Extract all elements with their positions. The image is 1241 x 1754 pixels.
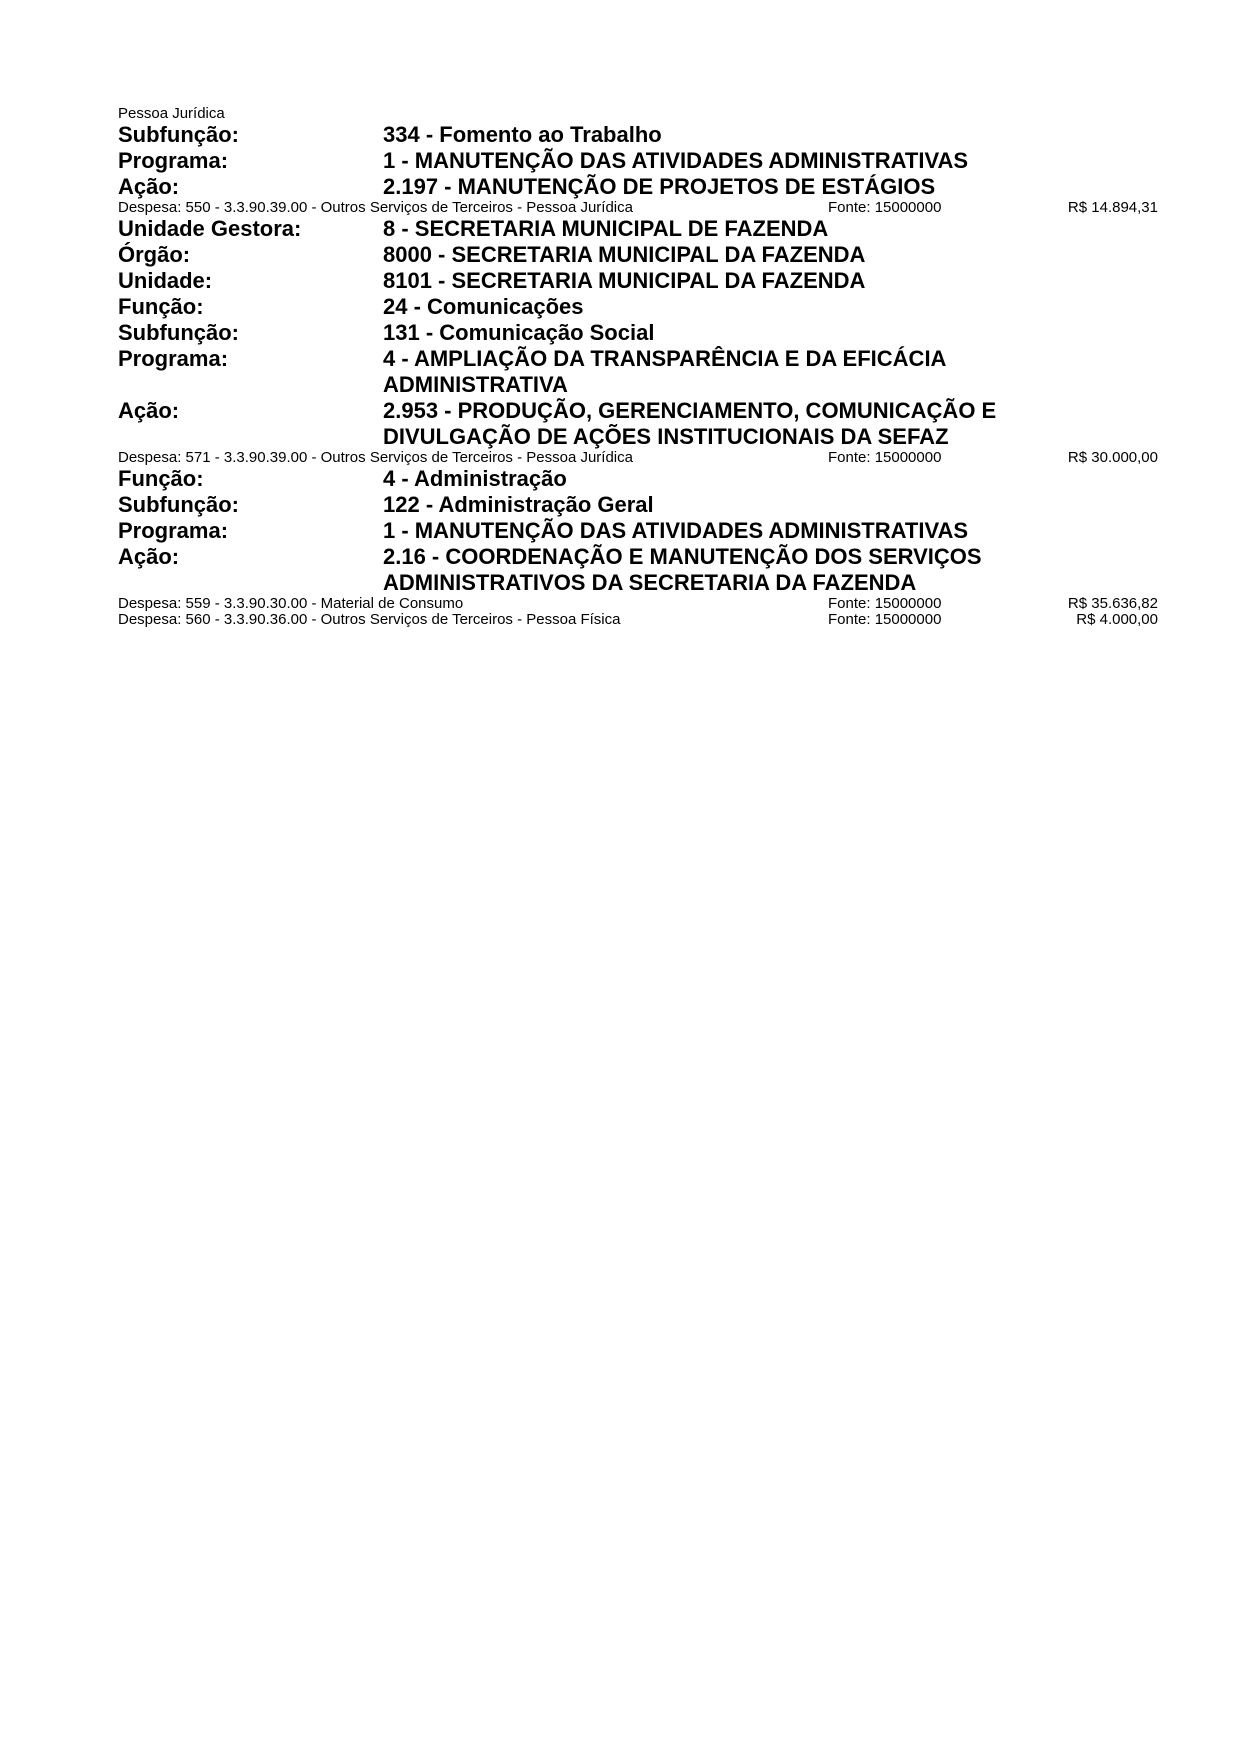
subfuncao-label: Subfunção: [118,320,239,345]
despesa-row [118,450,1158,466]
acao-label: Ação: [118,398,180,423]
funcao-value: 24 - Comunicações [383,294,584,319]
acao-value: 2.16 - COORDENAÇÃO E MANUTENÇÃO DOS SERVIÇOS ADMINISTRATIVOS DA SECRETARIA DA FAZENDA [383,544,982,595]
subfuncao-label: Subfunção: [118,492,239,517]
despesa-valor: R$ 30.000,00 [1067,449,1158,466]
programa-value: 1 - MANUTENÇÃO DAS ATIVIDADES ADMINISTRATIVAS [383,148,969,173]
funcao-row [118,466,1158,492]
subfuncao-row [118,492,1158,518]
despesa-description: Despesa: 559 - 3.3.90.30.00 - Material de Consumo [118,595,464,612]
programa-row [118,518,1158,544]
despesa-fonte: Fonte: 15000000 [828,611,942,628]
orgao-value: 8000 - SECRETARIA MUNICIPAL DA FAZENDA [383,242,866,267]
programa-label: Programa: [118,148,229,173]
unidade-gestora-value: 8 - SECRETARIA MUNICIPAL DE FAZENDA [383,216,829,241]
acao-row [118,398,1158,450]
subfuncao-value: 131 - Comunicação Social [383,320,655,345]
despesa-valor: R$ 4.000,00 [1076,611,1158,628]
funcao-label: Função: [118,294,204,319]
funcao-row [118,294,1158,320]
programa-value: 4 - AMPLIAÇÃO DA TRANSPARÊNCIA E DA EFICÁCIA ADMINISTRATIVA [383,346,946,397]
subfuncao-value: 334 - Fomento ao Trabalho [383,122,662,147]
despesa-description: Despesa: 571 - 3.3.90.39.00 - Outros Serviços de Terceiros - Pessoa Jurídica [118,449,633,466]
despesa-description: Despesa: 560 - 3.3.90.36.00 - Outros Serviços de Terceiros - Pessoa Física [118,611,621,628]
subfuncao-row [118,122,1158,148]
acao-label: Ação: [118,174,180,199]
despesa-fonte: Fonte: 15000000 [828,199,942,216]
continued-text: Pessoa Jurídica [118,105,225,122]
programa-label: Programa: [118,346,229,371]
subfuncao-label: Subfunção: [118,122,239,147]
unidade-value: 8101 - SECRETARIA MUNICIPAL DA FAZENDA [383,268,866,293]
acao-row [118,174,1158,200]
despesa-valor: R$ 14.894,31 [1067,199,1158,216]
acao-label: Ação: [118,544,180,569]
programa-value: 1 - MANUTENÇÃO DAS ATIVIDADES ADMINISTRATIVAS [383,518,969,543]
funcao-value: 4 - Administração [383,466,567,491]
despesa-description: Despesa: 550 - 3.3.90.39.00 - Outros Serviços de Terceiros - Pessoa Jurídica [118,199,633,216]
programa-label: Programa: [118,518,229,543]
despesa-fonte: Fonte: 15000000 [828,449,942,466]
programa-row [118,346,1158,398]
despesa-row [118,200,1158,216]
acao-value: 2.953 - PRODUÇÃO, GERENCIAMENTO, COMUNICAÇÃO E DIVULGAÇÃO DE AÇÕES INSTITUCIONAIS DA SEFAZ [383,398,997,449]
orgao-row [118,242,1158,268]
unidade-row [118,268,1158,294]
funcao-label: Função: [118,466,204,491]
orgao-label: Órgão: [118,242,191,267]
acao-row [118,544,1158,596]
subfuncao-row [118,320,1158,346]
document-page [118,106,1158,628]
despesa-row [118,612,1158,628]
despesa-fonte: Fonte: 15000000 [828,595,942,612]
subfuncao-value: 122 - Administração Geral [383,492,654,517]
unidade-gestora-label: Unidade Gestora: [118,216,302,241]
despesa-row [118,596,1158,612]
unidade-label: Unidade: [118,268,213,293]
unidade-gestora-row [118,216,1158,242]
acao-value: 2.197 - MANUTENÇÃO DE PROJETOS DE ESTÁGIOS [383,174,936,199]
despesa-valor: R$ 35.636,82 [1067,595,1158,612]
programa-row [118,148,1158,174]
